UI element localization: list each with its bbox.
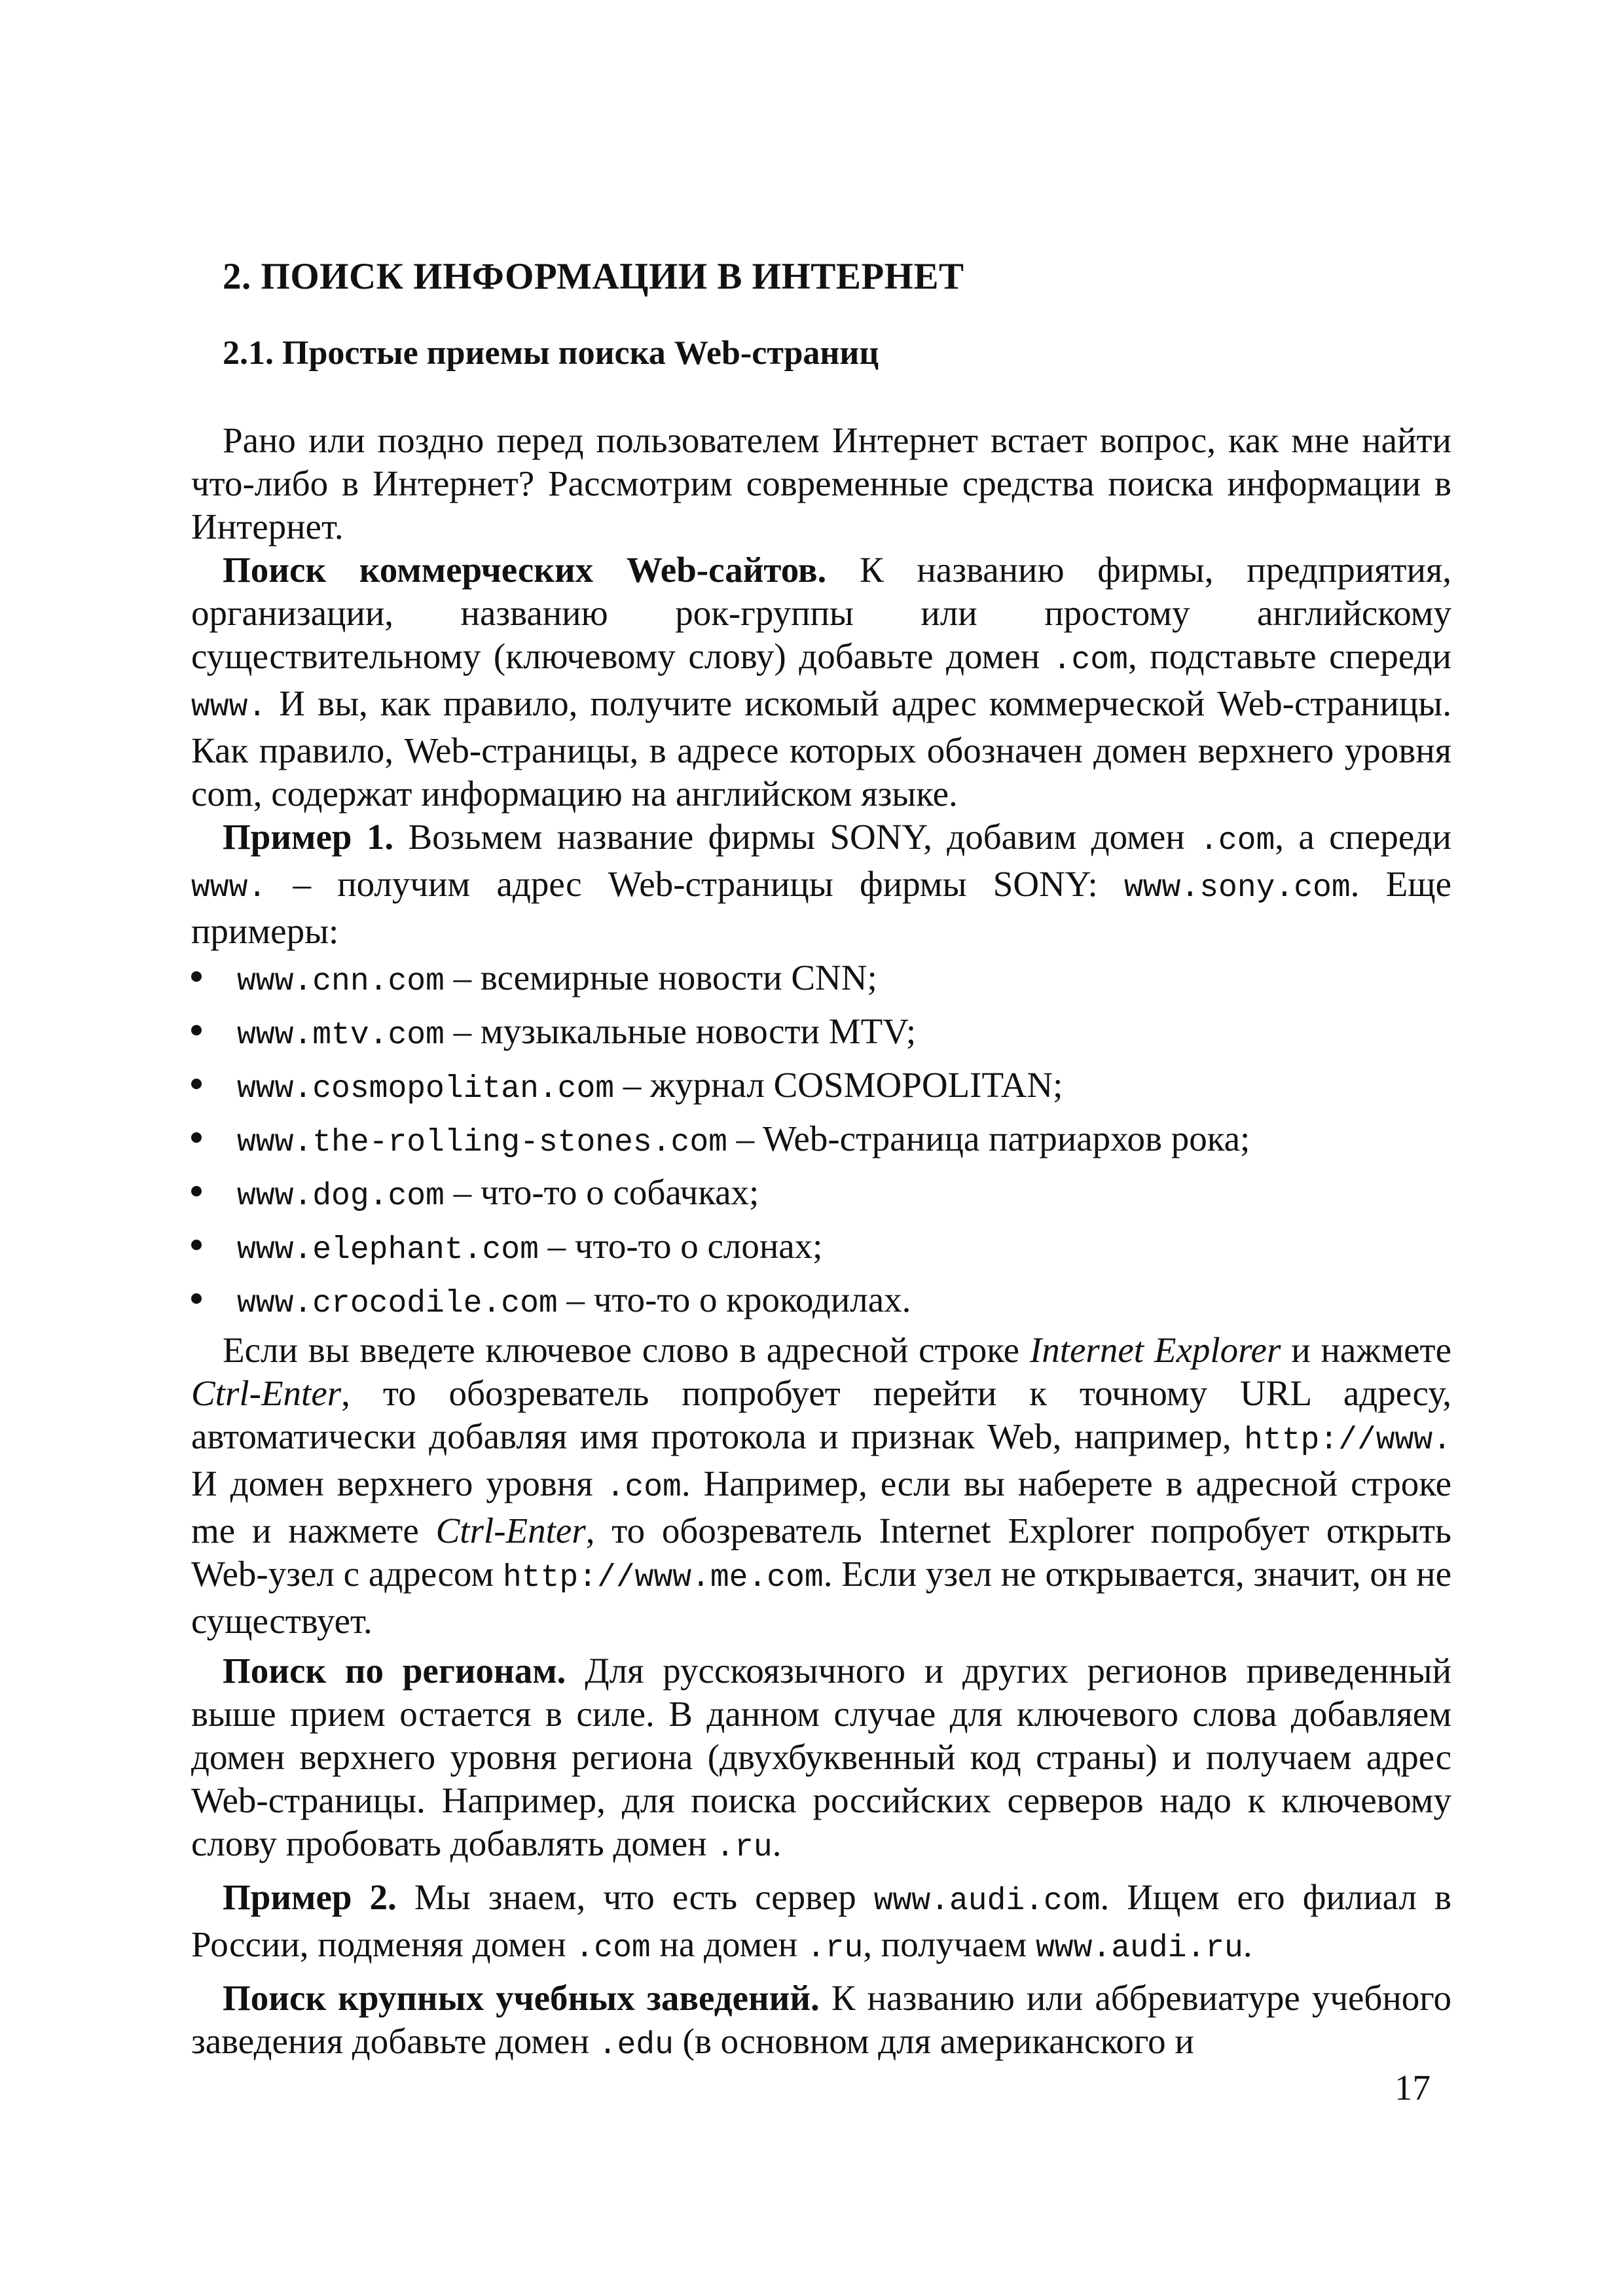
text-run: . Если узел не открывается, значит, он не существует. xyxy=(191,1554,1451,1641)
list-item xyxy=(191,953,1451,1007)
bold-lead: Поиск крупных учебных заведений. xyxy=(223,1978,820,2018)
body-text xyxy=(191,419,1451,2067)
text-run: . xyxy=(1243,1924,1252,1964)
example-url: www.mtv.com xyxy=(237,1018,445,1053)
bullet-icon xyxy=(191,1293,202,1304)
code-run: .edu xyxy=(598,2028,674,2063)
bold-lead: Пример 1. xyxy=(223,817,394,857)
bullet-icon xyxy=(191,1132,202,1143)
code-run: .com xyxy=(575,1931,651,1966)
bold-lead: Пример 2. xyxy=(223,1877,397,1917)
example-desc: – что-то о крокодилах. xyxy=(557,1280,911,1319)
code-run: .com xyxy=(1052,643,1128,678)
italic-run: Ctrl-Enter xyxy=(435,1511,586,1551)
text-run: Возьмем название фирмы SONY, добавим домен xyxy=(393,817,1200,857)
list-item xyxy=(191,1168,1451,1221)
example-desc: – что-то о собачках; xyxy=(444,1172,759,1212)
code-run: http://www.me.com xyxy=(503,1560,824,1596)
code-run: www.audi.com xyxy=(873,1884,1101,1919)
example-desc: – Web-страница патриархов рока; xyxy=(727,1119,1250,1158)
bullet-icon xyxy=(191,1186,202,1196)
paragraph-regions xyxy=(191,1649,1451,1869)
bold-lead: Поиск по регионам. xyxy=(223,1651,566,1691)
code-run: www.sony.com xyxy=(1124,870,1351,906)
example-url: www.elephant.com xyxy=(237,1232,539,1268)
text-run: И вы, как правило, получите искомый адрес коммерческой Web-страницы. Как правило, Web-страницы, в адресе которых обозначен домен верхнего уровня com, содержат информацию на английском языке. xyxy=(191,683,1451,814)
code-run: http://www. xyxy=(1244,1423,1451,1458)
list-item xyxy=(191,1007,1451,1060)
text-run: (в основном для американского и xyxy=(673,2021,1194,2061)
text-run: , а спереди xyxy=(1275,817,1451,857)
code-run: .ru xyxy=(806,1931,864,1966)
list-item xyxy=(191,1114,1451,1168)
text-run: и нажмете xyxy=(1281,1330,1451,1370)
text-run: , подставьте спереди xyxy=(1127,636,1451,676)
code-run: www. xyxy=(191,870,267,906)
code-run: www.audi.ru xyxy=(1035,1931,1243,1966)
example-desc: – что-то о слонах; xyxy=(538,1226,823,1266)
text-run: . xyxy=(772,1823,782,1863)
example-desc: – журнал COSMOPOLITAN; xyxy=(614,1065,1063,1105)
italic-run: Ctrl-Enter xyxy=(191,1373,342,1413)
bullet-icon xyxy=(191,1240,202,1250)
intro-paragraph: Рано или поздно перед пользователем Интернет встает вопрос, как мне найти что-либо в Интернет? Рассмотрим современные средства поиска информации в Интернет. xyxy=(191,420,1451,547)
example-url: www.crocodile.com xyxy=(237,1286,558,1321)
example-desc: – всемирные новости CNN; xyxy=(444,958,877,997)
bold-lead: Поиск коммерческих Web-сайтов. xyxy=(223,550,827,590)
text-run: – получим адрес Web-страницы фирмы SONY: xyxy=(266,864,1124,904)
text-run: К названию фирмы, предприятия, организации, названию рок-группы или простому английскому существительному (ключевому слову) добавьте домен xyxy=(191,550,1451,676)
example-url: www.cosmopolitan.com xyxy=(237,1071,615,1107)
list-item xyxy=(191,1060,1451,1114)
text-run: Для русскоязычного и других регионов приведенный выше прием остается в силе. В данном случае для ключевого слова добавляем домен верхнего уровня региона (двухбуквенный код страны) и получаем адрес Web-страницы. Например, для поиска российских серверов надо к ключевому слову пробовать добавлять домен xyxy=(191,1651,1451,1863)
paragraph-commercial-sites xyxy=(191,548,1451,816)
bullet-icon xyxy=(191,1025,202,1035)
text-run: Если вы введете ключевое слово в адресной строке xyxy=(223,1330,1030,1370)
text-run: Мы знаем, что есть сервер xyxy=(396,1877,874,1917)
code-run: .com xyxy=(606,1470,682,1505)
bullet-icon xyxy=(191,1079,202,1089)
examples-list xyxy=(191,953,1451,1329)
paragraph-example-2 xyxy=(191,1876,1451,1970)
code-run: .ru xyxy=(716,1830,773,1865)
italic-run: Internet Explorer xyxy=(1029,1330,1281,1370)
paragraph-example-1 xyxy=(191,816,1451,953)
code-run: www. xyxy=(191,690,267,725)
example-url: www.the-rolling-stones.com xyxy=(237,1125,727,1160)
text-run: К названию или аббревиатуре учебного заведения добавьте домен xyxy=(191,1978,1451,2061)
list-item xyxy=(191,1221,1451,1275)
list-item xyxy=(191,1275,1451,1329)
text-run: , получаем xyxy=(863,1924,1036,1964)
page-number: 17 xyxy=(1395,2068,1431,2108)
paragraph-universities xyxy=(191,1977,1451,2067)
paragraph-address-bar xyxy=(191,1329,1451,1643)
text-run: , то обозреватель Internet Explorer попробует открыть Web-узел с адресом xyxy=(191,1511,1451,1594)
text-run: И домен верхнего уровня xyxy=(191,1463,606,1503)
text-run: . Например, если вы наберете в адресной строке me и нажмете xyxy=(191,1463,1451,1551)
text-run: на домен xyxy=(650,1924,807,1964)
example-url: www.cnn.com xyxy=(237,964,445,999)
text-run: . Ищем его филиал в России, подменяя домен xyxy=(191,1877,1451,1964)
chapter-heading: 2. ПОИСК ИНФОРМАЦИИ В ИНТЕРНЕТ xyxy=(223,256,964,297)
text-run: . Еще примеры: xyxy=(191,864,1451,951)
example-desc: – музыкальные новости MTV; xyxy=(444,1011,917,1051)
code-run: .com xyxy=(1199,823,1275,859)
text-run: , то обозреватель попробует перейти к точному URL адресу, автоматически добавляя имя протокола и признак Web, например, xyxy=(191,1373,1451,1456)
example-url: www.dog.com xyxy=(237,1179,445,1214)
section-heading: 2.1. Простые приемы поиска Web-страниц xyxy=(223,334,879,372)
bullet-icon xyxy=(191,971,202,982)
